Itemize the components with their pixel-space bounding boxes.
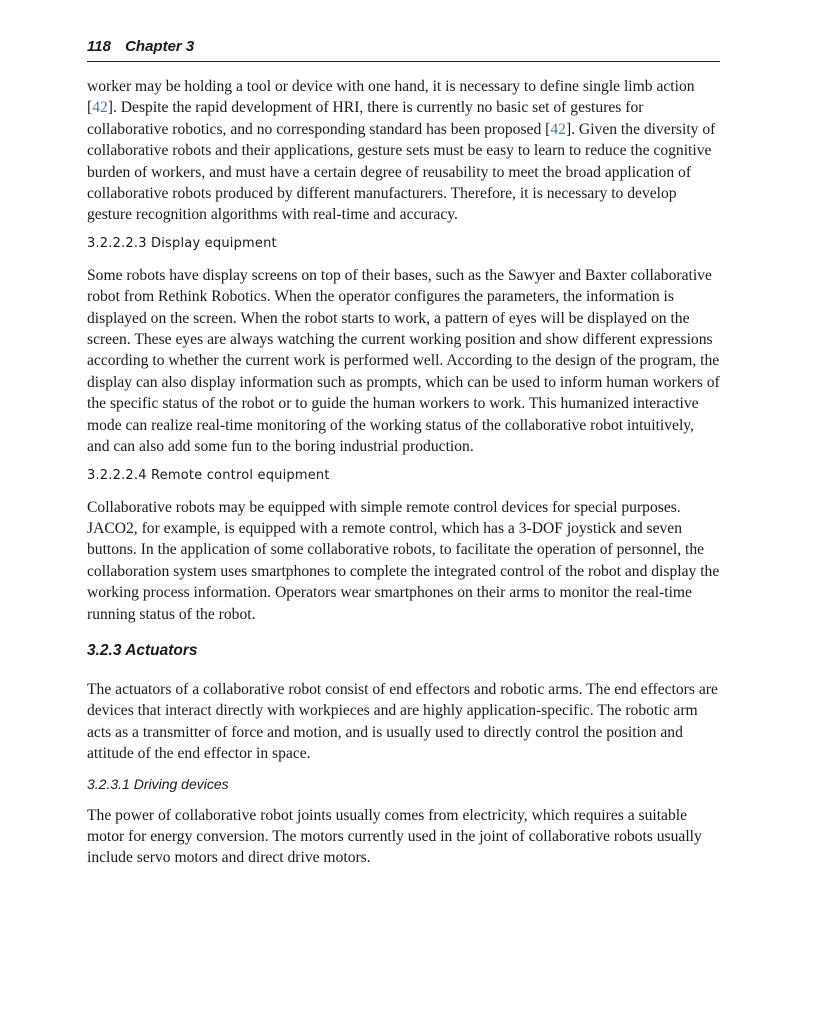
citation-link[interactable]: 42 <box>550 120 566 138</box>
paragraph-display-equipment: Some robots have display screens on top of their bases, such as the Sawyer and Baxter collaborative robot from Rethink Robotics. When the operator configures the parameters, the information is displayed on the screen. When the robot starts to work, a pattern of eyes will be displayed on the screen. These eyes are always watching the current working position and show different expressions according to whether the current work is performed well. According to the design of the program, the display can also display information such as prompts, which can be used to inform human workers of the specific status of the robot or to guide the human workers to work. This humanized interactive mode can realize real-time monitoring of the working status of the collaborative robot intuitively, and can also add some fun to the boring industrial production. <box>87 266 720 456</box>
paragraph-driving-devices: The power of collaborative robot joints usually comes from electricity, which requires a suitable motor for energy conversion. The motors currently used in the joint of collaborative robots usually include servo motors and direct drive motors. <box>87 806 702 867</box>
heading-display-equipment: 3.2.2.2.3 Display equipment <box>87 235 277 251</box>
paragraph-text: ]. Given the diversity of collaborative robots and their applications, gesture sets must be easy to learn to reduce the cognitive burden of workers, and must have a certain degree of reusability to meet the broad application of collaborative robots produced by different manufacturers. Therefore, it is necessary to develop gesture recognition algorithms with real-time and accuracy. <box>87 120 716 224</box>
heading-actuators: 3.2.3 Actuators <box>87 641 198 659</box>
heading-remote-control: 3.2.2.2.4 Remote control equipment <box>87 467 330 483</box>
heading-driving-devices: 3.2.3.1 Driving devices <box>87 775 229 792</box>
paragraph-gestures <box>87 76 720 226</box>
paragraph-text: worker may be holding a tool or device with one hand, it is necessary to define single limb action [ <box>87 78 695 117</box>
page-number: 118 <box>87 38 111 55</box>
citation-link[interactable]: 42 <box>92 99 108 117</box>
chapter-label: Chapter 3 <box>125 38 195 55</box>
paragraph-text: ]. Despite the rapid development of HRI, there is currently no basic set of gestures for collaborative robotics, and no corresponding standard has been proposed [ <box>87 99 644 138</box>
paragraph-actuators: The actuators of a collaborative robot consist of end effectors and robotic arms. The end effectors are devices that interact directly with workpieces and are highly application-specific. The robotic arm acts as a transmitter of force and motion, and is usually used to directly control the position and attitude of the end effector in space. <box>87 680 718 763</box>
running-head <box>87 36 720 62</box>
page-content <box>87 36 720 869</box>
paragraph-remote-control: Collaborative robots may be equipped with simple remote control devices for special purposes. JACO2, for example, is equipped with a remote control, which has a 3-DOF joystick and seven buttons. In the application of some collaborative robots, to facilitate the operation of personnel, the collaboration system uses smartphones to complete the integrated control of the robot and display the working process information. Operators wear smartphones on their arms to monitor the real-time running status of the robot. <box>87 498 720 623</box>
